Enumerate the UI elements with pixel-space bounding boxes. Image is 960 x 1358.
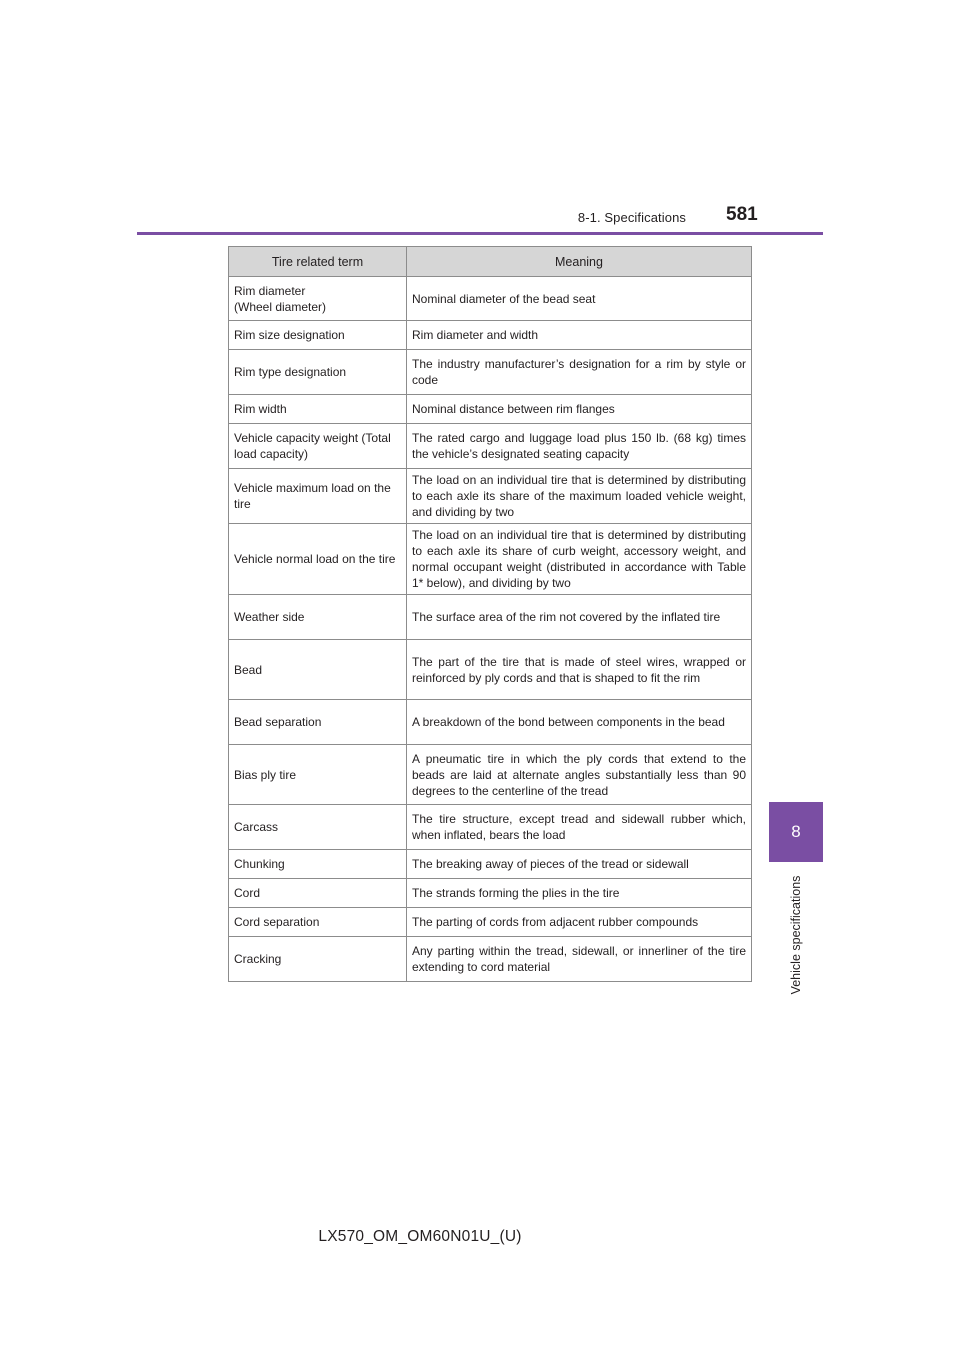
- meaning-cell: The load on an individual tire that is determined by distributing to each axle its share of the maximum loaded vehicle weight, and dividing by two: [407, 469, 752, 524]
- meaning-cell: The breaking away of pieces of the tread or sidewall: [407, 850, 752, 879]
- meaning-cell: The surface area of the rim not covered by the inflated tire: [407, 595, 752, 640]
- meaning-cell: The load on an individual tire that is determined by distributing to each axle its share of curb weight, accessory weight, and normal occupant weight (distributed in accordance with Table 1* below), and dividing by two: [407, 524, 752, 595]
- meaning-cell: The rated cargo and luggage load plus 150 lb. (68 kg) times the vehicle’s designated seating capacity: [407, 424, 752, 469]
- meaning-cell: The parting of cords from adjacent rubber compounds: [407, 908, 752, 937]
- term-cell: Bead: [229, 640, 407, 700]
- header-divider: [137, 232, 823, 235]
- column-header-term: Tire related term: [229, 247, 407, 277]
- meaning-cell: A pneumatic tire in which the ply cords that extend to the beads are laid at alternate angles substantially less than 90 degrees to the centerline of the tread: [407, 745, 752, 805]
- term-cell: Weather side: [229, 595, 407, 640]
- term-cell: Cord: [229, 879, 407, 908]
- meaning-cell: The tire structure, except tread and sidewall rubber which, when inflated, bears the load: [407, 805, 752, 850]
- term-cell: Cracking: [229, 937, 407, 982]
- term-cell: Vehicle capacity weight (Total load capacity): [229, 424, 407, 469]
- table-row: [229, 850, 752, 879]
- table-row: [229, 424, 752, 469]
- term-cell: Rim type designation: [229, 350, 407, 395]
- chapter-number: 8: [791, 822, 801, 841]
- table-row: [229, 805, 752, 850]
- term-cell: Rim diameter (Wheel diameter): [229, 277, 407, 321]
- table-row: [229, 937, 752, 982]
- meaning-cell: The part of the tire that is made of steel wires, wrapped or reinforced by ply cords and that is shaped to fit the rim: [407, 640, 752, 700]
- table-row: [229, 745, 752, 805]
- table-row: [229, 908, 752, 937]
- meaning-cell: Any parting within the tread, sidewall, or innerliner of the tire extending to cord material: [407, 937, 752, 982]
- table-row: [229, 350, 752, 395]
- table-row: [229, 321, 752, 350]
- term-cell: Vehicle maximum load on the tire: [229, 469, 407, 524]
- table-row: [229, 879, 752, 908]
- chapter-title: Vehicle specifications: [789, 875, 803, 995]
- table-row: [229, 469, 752, 524]
- term-cell: Cord separation: [229, 908, 407, 937]
- section-title: 8-1. Specifications: [577, 210, 686, 225]
- page-number: 581: [726, 204, 758, 225]
- meaning-cell: The strands forming the plies in the tire: [407, 879, 752, 908]
- term-cell: Rim size designation: [229, 321, 407, 350]
- meaning-cell: A breakdown of the bond between components in the bead: [407, 700, 752, 745]
- term-cell: Rim width: [229, 395, 407, 424]
- term-cell: Carcass: [229, 805, 407, 850]
- tire-terms-table: [228, 246, 752, 982]
- meaning-cell: The industry manufacturer’s designation for a rim by style or code: [407, 350, 752, 395]
- meaning-cell: Nominal diameter of the bead seat: [407, 277, 752, 321]
- table-body: [229, 277, 752, 982]
- chapter-tab[interactable]: [769, 802, 823, 862]
- table-row: [229, 595, 752, 640]
- table-row: [229, 640, 752, 700]
- table-row: [229, 395, 752, 424]
- term-cell: Chunking: [229, 850, 407, 879]
- meaning-cell: Nominal distance between rim flanges: [407, 395, 752, 424]
- term-cell: Bead separation: [229, 700, 407, 745]
- table-header-row: [229, 247, 752, 277]
- table-row: [229, 524, 752, 595]
- term-cell: Vehicle normal load on the tire: [229, 524, 407, 595]
- meaning-cell: Rim diameter and width: [407, 321, 752, 350]
- table-row: [229, 700, 752, 745]
- column-header-meaning: Meaning: [407, 247, 752, 277]
- table-row: [229, 277, 752, 321]
- term-cell: Bias ply tire: [229, 745, 407, 805]
- document-code: LX570_OM_OM60N01U_(U): [318, 1228, 522, 1245]
